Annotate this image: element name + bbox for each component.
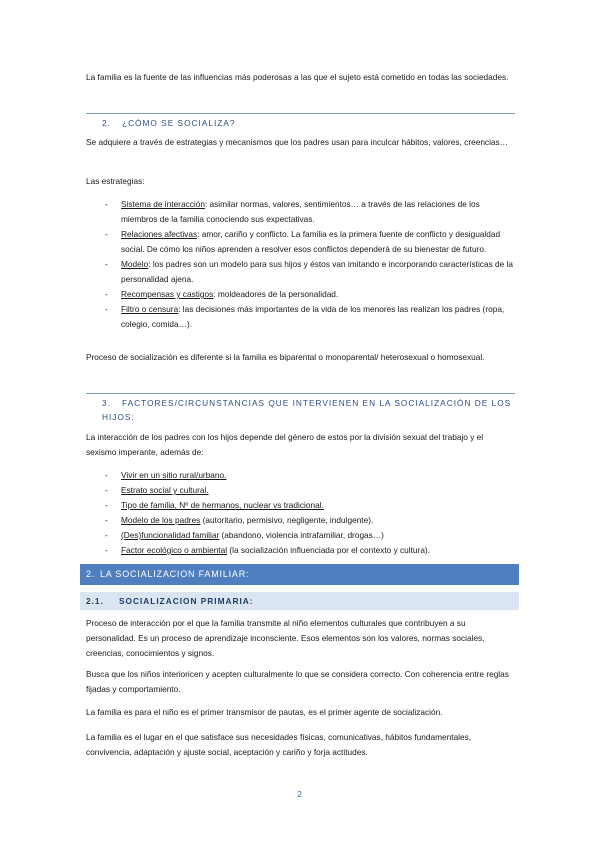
list-item bbox=[101, 498, 515, 513]
page-number: 2 bbox=[297, 789, 302, 799]
list-item bbox=[101, 287, 515, 302]
paragraph: Busca que los niños interioricen y acepten culturalmente lo que se considera correcto. Con coherencia entre reglas fijadas y comportamiento. bbox=[86, 669, 509, 694]
list-item-text: (la socialización influenciada por el contexto y cultura). bbox=[227, 545, 430, 555]
list-item bbox=[101, 197, 515, 227]
list-item-text: : asimilar normas, valores, sentimientos… a través de las relaciones de los miembros de la familia conociendo sus expectativas. bbox=[121, 199, 480, 224]
intro-paragraph: La familia es la fuente de las influencias más poderosas a las que el sujeto está cometido en todas las sociedades. bbox=[86, 72, 509, 82]
list-item-text: : moldeadores de la personalidad. bbox=[213, 289, 339, 299]
list-item bbox=[101, 543, 515, 558]
list-item bbox=[101, 528, 515, 543]
list-item-term: Factor ecológico o ambiental bbox=[121, 545, 228, 555]
list-item bbox=[101, 468, 515, 483]
list-item bbox=[101, 513, 515, 528]
chapter-heading-socializacion-familiar bbox=[80, 564, 519, 585]
subsection-heading-socializacion-primaria bbox=[80, 592, 519, 610]
section-heading-factores bbox=[102, 397, 512, 424]
list-item-text: : las decisiones más importantes de la vida de los menores las realizan los padres (ropa, colegio, comida…). bbox=[121, 304, 505, 329]
section-divider bbox=[86, 393, 515, 394]
paragraph: Proceso de socialización es diferente si la familia es biparental o monoparental/ heterosexual o homosexual. bbox=[86, 352, 485, 362]
strategies-list bbox=[101, 197, 515, 332]
list-item-term: Vivir en un sitio rural/urbano. bbox=[121, 470, 227, 480]
section-title: FACTORES/CIRCUNSTANCIAS QUE INTERVIENEN EN LA SOCIALIZACIÓN DE LOS HIJOS: bbox=[102, 398, 512, 422]
section-title: ¿CÓMO SE SOCIALIZA? bbox=[122, 118, 236, 128]
list-item bbox=[101, 483, 515, 498]
chapter-number: 2. bbox=[86, 569, 96, 579]
list-item-term: Sistema de interacción bbox=[121, 199, 205, 209]
list-item-term: Modelo bbox=[121, 259, 149, 269]
factors-list bbox=[101, 468, 515, 558]
list-item-term: (Des)funcionalidad familiar bbox=[121, 530, 220, 540]
list-item bbox=[101, 257, 515, 287]
subsection-title: SOCIALIZACION PRIMARIA: bbox=[119, 596, 254, 606]
paragraph: Las estrategias: bbox=[86, 176, 145, 186]
list-item-text: : los padres son un modelo para sus hijos y éstos van imitando e incorporando características de la personalidad ajena. bbox=[121, 259, 514, 284]
list-item-term: Filtro o censura bbox=[121, 304, 179, 314]
list-item-term: Estrato social y cultural. bbox=[121, 485, 209, 495]
chapter-title: LA SOCIALIZACION FAMILIAR: bbox=[100, 569, 250, 579]
list-item bbox=[101, 227, 515, 257]
section-number: 3. bbox=[102, 398, 111, 408]
paragraph: La interacción de los padres con los hijos depende del género de estos por la división sexual del trabajo y el sexismo imperante, además de: bbox=[86, 432, 484, 457]
paragraph: Proceso de interacción por el que la familia transmite al niño elementos culturales que contribuyen a su personalidad. Es un proceso de aprendizaje inconsciente. Esos elementos son los valores, normas sociales, creencias, conocimientos y signos. bbox=[86, 618, 485, 658]
list-item-term: Modelo de los padres bbox=[121, 515, 201, 525]
list-item-term: Relaciones afectivas bbox=[121, 229, 198, 239]
section-divider bbox=[86, 113, 515, 114]
list-item-text: (autoritario, permisivo, negligente, indulgente). bbox=[200, 515, 374, 525]
paragraph: Se adquiere a través de estrategias y mecanismos que los padres usan para inculcar hábitos, valores, creencias… bbox=[86, 137, 508, 147]
list-item-term: Tipo de familia, Nº de hermanos, nuclear vs tradicional. bbox=[121, 500, 324, 510]
list-item bbox=[101, 302, 515, 332]
list-item-text: (abandono, violencia intrafamiliar, drogas…) bbox=[219, 530, 384, 540]
subsection-number: 2.1. bbox=[86, 596, 104, 606]
section-heading-como-se-socializa bbox=[102, 117, 512, 131]
paragraph: La familia es para el niño es el primer transmisor de pautas, es el primer agente de socialización. bbox=[86, 707, 443, 717]
section-number: 2. bbox=[102, 118, 111, 128]
list-item-term: Recompensas y castigos bbox=[121, 289, 214, 299]
list-item-text: : amor, cariño y conflicto. La familia es la primera fuente de conflicto y desigualdad social. De cómo los niños aprenden a resolver esos conflictos dependerá de su bienestar de futuro. bbox=[121, 229, 501, 254]
paragraph: La familia es el lugar en el que satisface sus necesidades físicas, comunicativas, hábitos fundamentales, convivencia, adaptación y ajuste social, aceptación y cariño y forja actitudes. bbox=[86, 732, 472, 757]
